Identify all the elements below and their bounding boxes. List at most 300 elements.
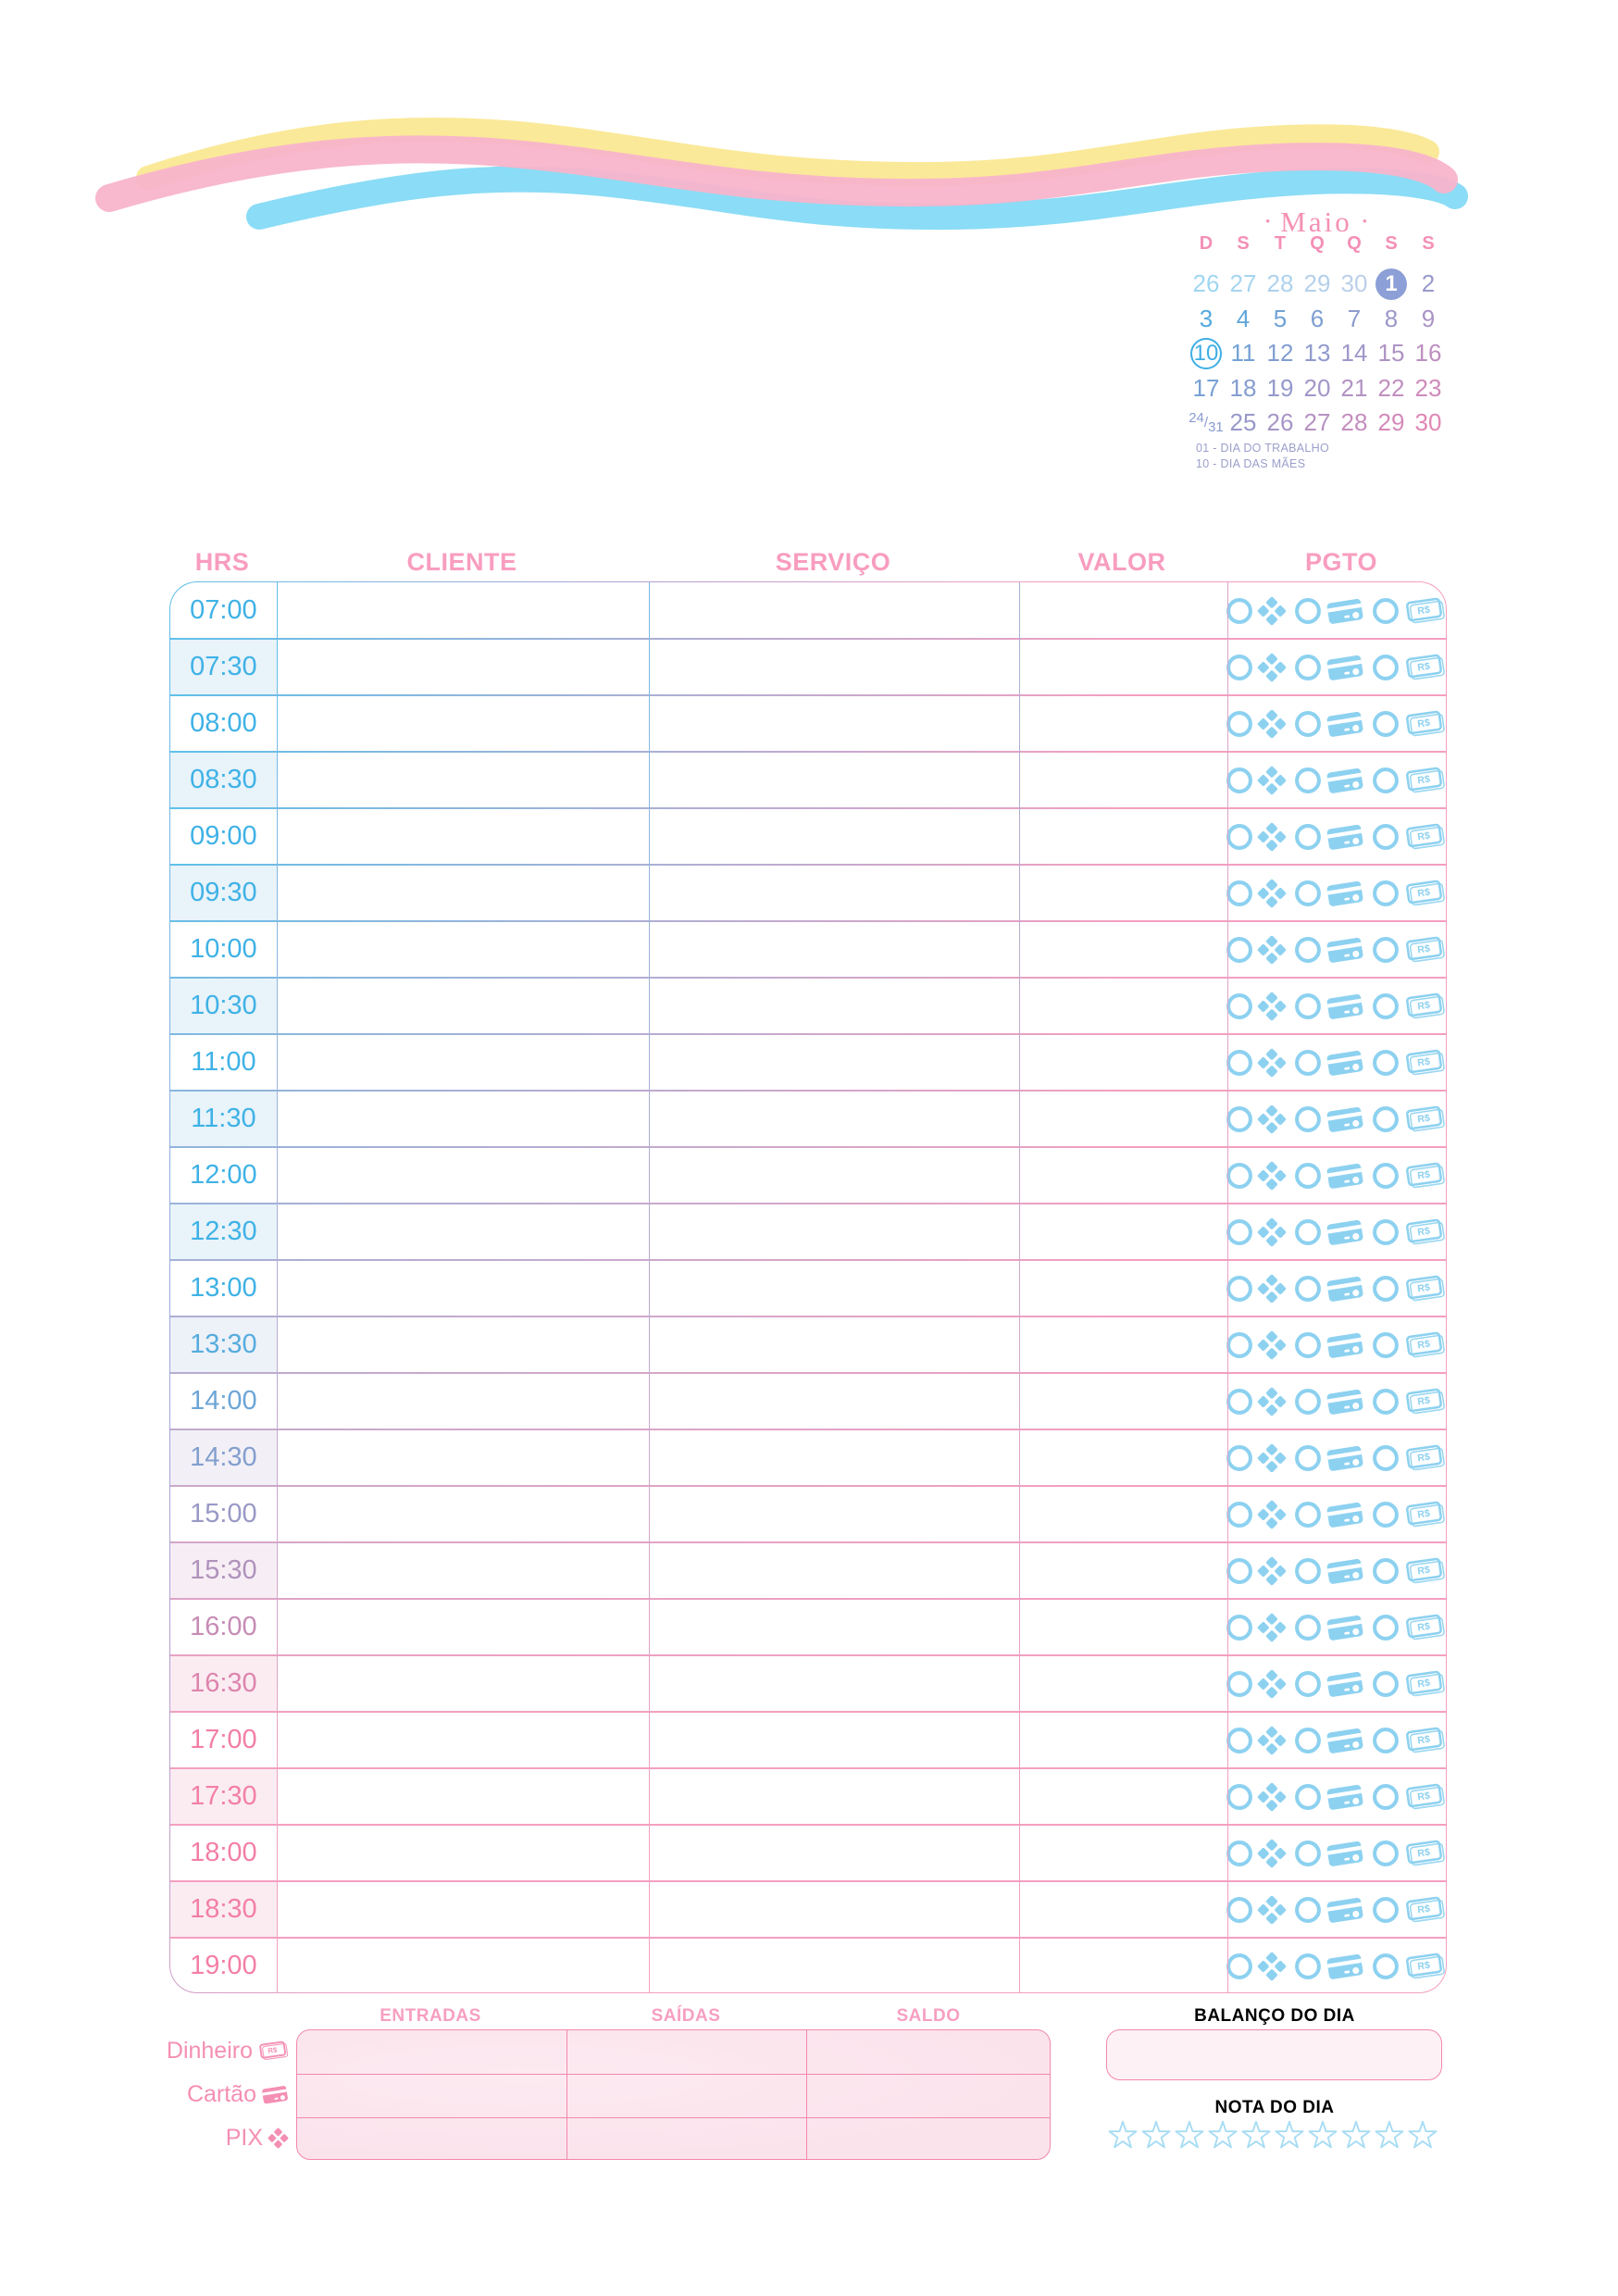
pix-icon <box>1257 935 1287 965</box>
payment-option-card[interactable] <box>1294 1443 1364 1473</box>
servico-cell[interactable] <box>648 1034 1017 1091</box>
rating-star[interactable] <box>1407 2120 1438 2153</box>
svg-text:R$: R$ <box>1416 830 1431 843</box>
radio-circle-icon <box>1294 710 1322 738</box>
payment-option-cash[interactable] <box>1372 1837 1446 1868</box>
payment-option-cash[interactable] <box>1372 933 1446 965</box>
summary-cell[interactable] <box>297 2075 566 2117</box>
calendar-week-row <box>1188 406 1447 440</box>
payment-option-cash[interactable] <box>1372 1103 1446 1134</box>
schedule-row <box>170 978 1446 1034</box>
calendar-day-header: Q <box>1347 233 1362 254</box>
schedule-row <box>170 1373 1446 1429</box>
cliente-cell[interactable] <box>277 1881 648 1938</box>
balance-box[interactable] <box>1106 2029 1442 2080</box>
radio-circle-icon <box>1226 710 1253 738</box>
payment-option-cash[interactable] <box>1372 820 1446 852</box>
cliente-cell[interactable] <box>277 1091 648 1147</box>
pix-icon <box>1257 1556 1287 1586</box>
payment-option-cash[interactable] <box>1372 707 1446 739</box>
cash-icon <box>1403 1950 1446 1981</box>
rating-star[interactable] <box>1207 2120 1238 2153</box>
payment-option-cash[interactable] <box>1372 1724 1446 1755</box>
payment-option-cash[interactable] <box>1372 594 1446 626</box>
valor-cell[interactable] <box>1017 582 1226 639</box>
payment-option-cash[interactable] <box>1372 877 1446 908</box>
valor-cell[interactable] <box>1017 978 1226 1034</box>
time-label: 18:00 <box>190 1838 257 1867</box>
calendar-day: 27 <box>1303 408 1331 436</box>
payment-group <box>1226 978 1446 1034</box>
cliente-cell[interactable] <box>277 1147 648 1204</box>
credit-card-icon <box>1326 1726 1364 1755</box>
valor-cell[interactable] <box>1017 1034 1226 1091</box>
payment-group <box>1226 582 1446 639</box>
summary-row <box>297 2030 1050 2074</box>
schedule-row <box>170 1260 1446 1316</box>
calendar-day-header: S <box>1237 233 1250 254</box>
payment-option-pix[interactable] <box>1226 822 1287 852</box>
calendar-day-header: S <box>1385 233 1398 254</box>
payment-option-cash[interactable] <box>1372 1216 1446 1247</box>
time-label: 12:30 <box>170 1204 277 1260</box>
radio-circle-icon <box>1372 1388 1400 1416</box>
radio-circle-icon <box>1226 1953 1253 1980</box>
radio-circle-icon <box>1372 1444 1400 1472</box>
servico-cell[interactable] <box>648 808 1017 865</box>
cliente-cell[interactable] <box>277 1542 648 1599</box>
valor-cell[interactable] <box>1017 1486 1226 1542</box>
pix-icon <box>1257 1952 1287 1981</box>
time-label: 17:30 <box>170 1768 277 1825</box>
payment-option-pix[interactable] <box>1226 1782 1287 1812</box>
servico-cell[interactable] <box>648 695 1017 752</box>
calendar-day: 29 <box>1377 408 1405 436</box>
time-label: 07:30 <box>170 639 277 695</box>
schedule-row <box>170 1542 1446 1599</box>
summary-cell[interactable] <box>806 2075 1050 2117</box>
payment-option-card[interactable] <box>1294 1726 1364 1755</box>
day-rating-stars <box>1107 2120 1438 2153</box>
schedule-row <box>170 1034 1446 1091</box>
summary-cell[interactable] <box>806 2030 1050 2074</box>
servico-cell[interactable] <box>648 1825 1017 1881</box>
cliente-cell[interactable] <box>277 1599 648 1655</box>
radio-circle-icon <box>1226 1727 1253 1754</box>
payment-option-cash[interactable] <box>1372 764 1446 795</box>
servico-cell[interactable] <box>648 582 1017 639</box>
pix-icon <box>1257 1217 1287 1247</box>
radio-circle-icon <box>1294 1331 1322 1359</box>
payment-option-cash[interactable] <box>1372 1498 1446 1529</box>
calendar-day-headers <box>1188 233 1447 255</box>
schedule-row <box>170 1429 1446 1486</box>
cliente-cell[interactable] <box>277 978 648 1034</box>
valor-cell[interactable] <box>1017 808 1226 865</box>
payment-option-card[interactable] <box>1294 1104 1364 1134</box>
radio-circle-icon <box>1294 1049 1322 1077</box>
star-icon <box>1207 2120 1238 2149</box>
pix-icon <box>1257 1782 1287 1812</box>
payment-option-pix[interactable] <box>1226 1161 1287 1191</box>
cliente-cell[interactable] <box>277 1373 648 1429</box>
payment-option-cash[interactable] <box>1372 1950 1446 1981</box>
payment-option-pix[interactable] <box>1226 1387 1287 1416</box>
calendar-day: 3 <box>1199 304 1214 332</box>
payment-option-card[interactable] <box>1294 1330 1364 1360</box>
cliente-cell[interactable] <box>277 1260 648 1316</box>
calendar-month-name: Maio <box>1280 206 1352 238</box>
payment-option-pix[interactable] <box>1226 1274 1287 1304</box>
payment-option-cash[interactable] <box>1372 1441 1446 1473</box>
radio-circle-icon <box>1294 1840 1322 1867</box>
radio-circle-icon <box>1372 1049 1400 1077</box>
svg-text:R$: R$ <box>1416 1056 1431 1069</box>
cliente-cell[interactable] <box>277 1768 648 1825</box>
radio-circle-icon <box>1226 1444 1253 1472</box>
cliente-cell[interactable] <box>277 1712 648 1768</box>
servico-cell[interactable] <box>648 1542 1017 1599</box>
servico-cell[interactable] <box>648 1147 1017 1204</box>
time-label: 10:00 <box>190 934 257 964</box>
valor-cell[interactable] <box>1017 1260 1226 1316</box>
radio-circle-icon <box>1294 1218 1322 1246</box>
valor-cell[interactable] <box>1017 921 1226 978</box>
radio-circle-icon <box>1372 992 1400 1020</box>
calendar-day: 9 <box>1421 304 1436 332</box>
payment-option-pix[interactable] <box>1226 596 1287 626</box>
valor-cell[interactable] <box>1017 639 1226 695</box>
payment-option-card[interactable] <box>1294 935 1364 965</box>
payment-option-pix[interactable] <box>1226 709 1287 739</box>
radio-circle-icon <box>1226 823 1253 851</box>
payment-option-pix[interactable] <box>1226 1669 1287 1699</box>
rating-star[interactable] <box>1240 2120 1272 2153</box>
payment-option-pix[interactable] <box>1226 1613 1287 1642</box>
rating-star[interactable] <box>1374 2120 1405 2153</box>
cliente-cell[interactable] <box>277 1938 648 1992</box>
payment-option-card[interactable] <box>1294 1839 1364 1868</box>
radio-circle-icon <box>1294 1670 1322 1698</box>
payment-option-card[interactable] <box>1294 1895 1364 1925</box>
calendar-week-row <box>1188 336 1447 370</box>
payment-option-card[interactable] <box>1294 653 1364 682</box>
payment-option-card[interactable] <box>1294 709 1364 739</box>
payment-option-cash[interactable] <box>1372 1046 1446 1078</box>
payment-option-card[interactable] <box>1294 1387 1364 1416</box>
calendar-day: 6 <box>1310 304 1325 332</box>
payment-group <box>1226 1147 1446 1204</box>
servico-cell[interactable] <box>648 1316 1017 1373</box>
servico-cell[interactable] <box>648 752 1017 808</box>
valor-cell[interactable] <box>1017 1542 1226 1599</box>
summary-row-label-pix <box>226 2121 289 2154</box>
servico-cell[interactable] <box>648 1938 1017 1992</box>
valor-cell[interactable] <box>1017 1938 1226 1992</box>
payment-group <box>1226 1429 1446 1486</box>
valor-cell[interactable] <box>1017 1091 1226 1147</box>
radio-circle-icon <box>1294 1162 1322 1190</box>
payment-option-pix[interactable] <box>1226 1048 1287 1078</box>
payment-option-pix[interactable] <box>1226 1330 1287 1360</box>
cash-icon <box>1403 877 1446 908</box>
calendar-note: 10 - DIA DAS MÃES <box>1196 457 1306 470</box>
time-label: 11:30 <box>170 1091 277 1147</box>
column-header-servio: SERVIÇO <box>775 548 891 576</box>
cliente-cell[interactable] <box>277 1655 648 1712</box>
servico-cell[interactable] <box>648 865 1017 921</box>
cliente-cell[interactable] <box>277 639 648 695</box>
cliente-cell[interactable] <box>277 582 648 639</box>
schedule-row <box>170 1316 1446 1373</box>
payment-option-cash[interactable] <box>1372 1893 1446 1925</box>
credit-card-icon <box>1326 653 1364 682</box>
valor-cell[interactable] <box>1017 695 1226 752</box>
radio-circle-icon <box>1226 1162 1253 1190</box>
credit-card-icon <box>261 2084 289 2105</box>
payment-group <box>1226 1260 1446 1316</box>
payment-option-cash[interactable] <box>1372 1272 1446 1304</box>
valor-cell[interactable] <box>1017 1147 1226 1204</box>
radio-circle-icon <box>1226 1275 1253 1303</box>
payment-option-cash[interactable] <box>1372 651 1446 682</box>
radio-circle-icon <box>1372 1840 1400 1867</box>
time-label: 08:30 <box>170 752 277 808</box>
svg-text:R$: R$ <box>1416 1565 1431 1578</box>
star-icon <box>1140 2120 1172 2149</box>
time-label: 10:30 <box>170 978 277 1034</box>
cliente-cell[interactable] <box>277 1316 648 1373</box>
payment-option-cash[interactable] <box>1372 990 1446 1021</box>
payment-option-pix[interactable] <box>1226 1726 1287 1755</box>
payment-group <box>1226 1373 1446 1429</box>
radio-circle-icon <box>1226 992 1253 1020</box>
credit-card-icon <box>1326 596 1364 626</box>
payment-option-pix[interactable] <box>1226 1952 1287 1981</box>
payment-option-card[interactable] <box>1294 822 1364 852</box>
payment-option-card[interactable] <box>1294 1952 1364 1981</box>
calendar-day: 16 <box>1414 339 1442 367</box>
credit-card-icon <box>1326 1556 1364 1586</box>
servico-cell[interactable] <box>648 1429 1017 1486</box>
summary-cell[interactable] <box>297 2030 566 2074</box>
schedule-row <box>170 921 1446 978</box>
payment-option-card[interactable] <box>1294 1161 1364 1191</box>
radio-circle-icon <box>1372 1557 1400 1585</box>
payment-option-pix[interactable] <box>1226 1443 1287 1473</box>
servico-cell[interactable] <box>648 978 1017 1034</box>
cliente-cell[interactable] <box>277 1034 648 1091</box>
rating-star[interactable] <box>1107 2120 1139 2153</box>
payment-option-pix[interactable] <box>1226 653 1287 682</box>
servico-cell[interactable] <box>648 1768 1017 1825</box>
summary-cell[interactable] <box>566 2030 805 2074</box>
payment-option-card[interactable] <box>1294 1048 1364 1078</box>
servico-cell[interactable] <box>648 1260 1017 1316</box>
calendar-day: 19 <box>1266 373 1294 402</box>
column-header-pgto: PGTO <box>1304 548 1378 576</box>
valor-cell[interactable] <box>1017 1204 1226 1260</box>
payment-option-pix[interactable] <box>1226 1217 1287 1247</box>
summary-cell[interactable] <box>297 2118 566 2160</box>
valor-cell[interactable] <box>1017 752 1226 808</box>
radio-circle-icon <box>1226 1840 1253 1867</box>
cliente-cell[interactable] <box>277 1204 648 1260</box>
payment-option-pix[interactable] <box>1226 1895 1287 1925</box>
radio-circle-icon <box>1372 1783 1400 1811</box>
svg-text:R$: R$ <box>1416 943 1431 956</box>
time-label: 13:30 <box>170 1316 277 1373</box>
rating-star[interactable] <box>1307 2120 1338 2153</box>
pix-icon <box>1257 1443 1287 1473</box>
cliente-cell[interactable] <box>277 695 648 752</box>
svg-text:R$: R$ <box>1416 1903 1431 1916</box>
calendar-day: 12 <box>1266 339 1294 367</box>
rating-star[interactable] <box>1274 2120 1305 2153</box>
svg-text:R$: R$ <box>1416 1791 1431 1803</box>
payment-option-pix[interactable] <box>1226 992 1287 1021</box>
cliente-cell[interactable] <box>277 1486 648 1542</box>
payment-option-card[interactable] <box>1294 1669 1364 1699</box>
payment-option-pix[interactable] <box>1226 1500 1287 1529</box>
credit-card-icon <box>1326 1952 1364 1981</box>
payment-option-card[interactable] <box>1294 1217 1364 1247</box>
rating-star[interactable] <box>1340 2120 1372 2153</box>
circled-day-ring: 10 <box>1190 338 1222 369</box>
servico-cell[interactable] <box>648 1655 1017 1712</box>
cliente-cell[interactable] <box>277 1825 648 1881</box>
payment-option-pix[interactable] <box>1226 1104 1287 1134</box>
payment-option-cash[interactable] <box>1372 1554 1446 1586</box>
payment-option-card[interactable] <box>1294 1500 1364 1529</box>
payment-option-pix[interactable] <box>1226 1556 1287 1586</box>
summary-cell[interactable] <box>806 2118 1050 2160</box>
servico-cell[interactable] <box>648 1599 1017 1655</box>
servico-cell[interactable] <box>648 1486 1017 1542</box>
valor-cell[interactable] <box>1017 865 1226 921</box>
calendar-day: 21 <box>1340 373 1368 402</box>
summary-row-label-cash <box>167 2034 289 2067</box>
cliente-cell[interactable] <box>277 865 648 921</box>
credit-card-icon <box>1326 1895 1364 1925</box>
star-icon <box>1240 2120 1272 2149</box>
svg-text:R$: R$ <box>1416 1395 1431 1408</box>
pix-icon <box>1257 1330 1287 1360</box>
payment-option-card[interactable] <box>1294 992 1364 1021</box>
cliente-cell[interactable] <box>277 752 648 808</box>
star-icon <box>1307 2120 1338 2149</box>
time-label: 12:00 <box>190 1160 257 1190</box>
summary-cell[interactable] <box>566 2075 805 2117</box>
payment-group <box>1226 1881 1446 1938</box>
payment-option-cash[interactable] <box>1372 1611 1446 1642</box>
valor-cell[interactable] <box>1017 1599 1226 1655</box>
valor-cell[interactable] <box>1017 1825 1226 1881</box>
title-decor-right: • <box>1362 214 1367 230</box>
payment-option-pix[interactable] <box>1226 879 1287 908</box>
payment-option-cash[interactable] <box>1372 1159 1446 1191</box>
payment-option-card[interactable] <box>1294 1613 1364 1642</box>
servico-cell[interactable] <box>648 639 1017 695</box>
payment-option-card[interactable] <box>1294 1274 1364 1304</box>
svg-text:R$: R$ <box>1416 1734 1431 1747</box>
payment-option-pix[interactable] <box>1226 766 1287 795</box>
servico-cell[interactable] <box>648 1712 1017 1768</box>
star-icon <box>1274 2120 1305 2149</box>
valor-cell[interactable] <box>1017 1429 1226 1486</box>
payment-option-card[interactable] <box>1294 766 1364 795</box>
payment-group <box>1226 1768 1446 1825</box>
servico-cell[interactable] <box>648 1373 1017 1429</box>
schedule-row <box>170 639 1446 695</box>
cliente-cell[interactable] <box>277 921 648 978</box>
payment-option-cash[interactable] <box>1372 1667 1446 1699</box>
servico-cell[interactable] <box>648 1091 1017 1147</box>
radio-circle-icon <box>1294 767 1322 794</box>
pix-icon <box>268 2128 289 2149</box>
payment-group <box>1226 1091 1446 1147</box>
summary-table <box>296 2029 1051 2160</box>
pix-icon <box>1257 1839 1287 1868</box>
selected-day-circle: 1 <box>1375 268 1407 300</box>
cliente-cell[interactable] <box>277 808 648 865</box>
payment-option-cash[interactable] <box>1372 1780 1446 1812</box>
credit-card-icon <box>1326 1217 1364 1247</box>
credit-card-icon <box>1326 1274 1364 1304</box>
payment-option-card[interactable] <box>1294 1556 1364 1586</box>
cliente-cell[interactable] <box>277 1429 648 1486</box>
summary-cell[interactable] <box>566 2118 805 2160</box>
time-label: 17:00 <box>190 1725 257 1754</box>
payment-group <box>1226 1712 1446 1768</box>
calendar-day: 7 <box>1347 304 1362 332</box>
schedule-row <box>170 1147 1446 1204</box>
payment-option-pix[interactable] <box>1226 935 1287 965</box>
pix-icon <box>1257 1104 1287 1134</box>
payment-option-cash[interactable] <box>1372 1385 1446 1416</box>
time-label: 15:30 <box>170 1542 277 1599</box>
schedule-row <box>170 1881 1446 1938</box>
payment-option-cash[interactable] <box>1372 1329 1446 1360</box>
payment-option-card[interactable] <box>1294 1782 1364 1812</box>
rating-star[interactable] <box>1174 2120 1205 2153</box>
valor-cell[interactable] <box>1017 1373 1226 1429</box>
credit-card-icon <box>1326 992 1364 1021</box>
calendar-day: 30 <box>1340 269 1368 297</box>
servico-cell[interactable] <box>648 1204 1017 1260</box>
servico-cell[interactable] <box>648 921 1017 978</box>
valor-cell[interactable] <box>1017 1316 1226 1373</box>
valor-cell[interactable] <box>1017 1655 1226 1712</box>
svg-text:R$: R$ <box>1416 1226 1431 1239</box>
radio-circle-icon <box>1372 1896 1400 1924</box>
rating-star[interactable] <box>1140 2120 1172 2153</box>
radio-circle-icon <box>1372 1162 1400 1190</box>
valor-cell[interactable] <box>1017 1881 1226 1938</box>
servico-cell[interactable] <box>648 1881 1017 1938</box>
payment-option-pix[interactable] <box>1226 1839 1287 1868</box>
valor-cell[interactable] <box>1017 1768 1226 1825</box>
payment-option-card[interactable] <box>1294 879 1364 908</box>
credit-card-icon <box>1326 1161 1364 1191</box>
calendar-day: 30 <box>1414 408 1442 436</box>
radio-circle-icon <box>1226 1049 1253 1077</box>
calendar-day: 14 <box>1340 339 1368 367</box>
calendar-day: 23 <box>1414 373 1442 402</box>
valor-cell[interactable] <box>1017 1712 1226 1768</box>
pix-icon <box>1257 653 1287 682</box>
payment-option-card[interactable] <box>1294 596 1364 626</box>
